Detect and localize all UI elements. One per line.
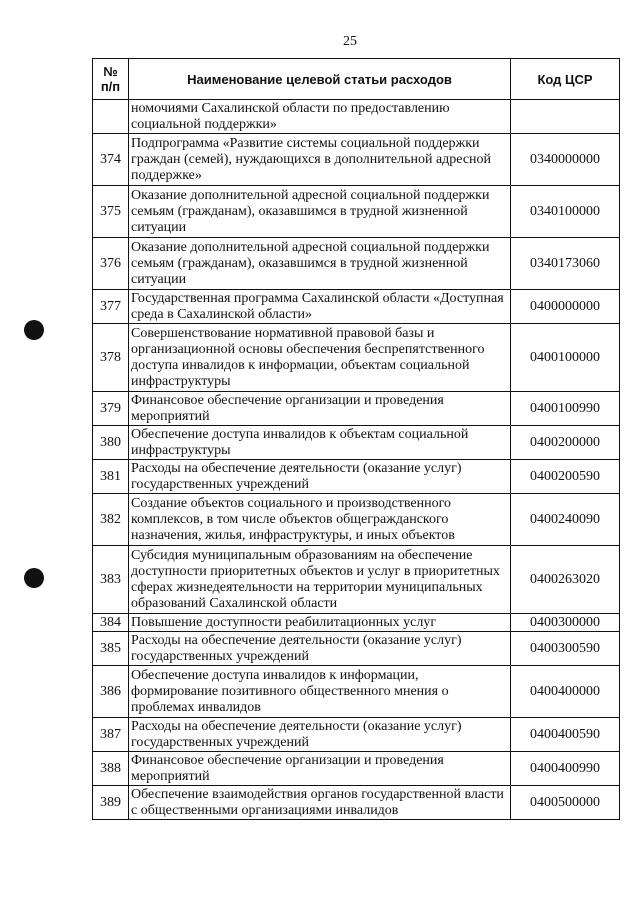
table-row	[93, 752, 620, 786]
row-number: 375	[93, 186, 129, 238]
row-code: 0340100000	[511, 186, 620, 238]
table-row	[93, 494, 620, 546]
row-number: 383	[93, 546, 129, 614]
row-name: Создание объектов социального и производственного комплексов, в том числе объектов общегражданского назначения, жилья, инфраструктуры, и иных объектов	[129, 494, 511, 546]
row-number: 377	[93, 290, 129, 324]
table-header-row	[93, 59, 620, 100]
row-name: Совершенствование нормативной правовой базы и организационной основы обеспечения беспрепятственного доступа инвалидов к информации, объектам социальной инфраструктуры	[129, 324, 511, 392]
row-name: Финансовое обеспечение организации и проведения мероприятий	[129, 752, 511, 786]
row-code: 0400500000	[511, 786, 620, 820]
header-code: Код ЦСР	[511, 59, 620, 100]
table-row	[93, 392, 620, 426]
row-name: Расходы на обеспечение деятельности (оказание услуг) государственных учреждений	[129, 632, 511, 666]
table-row	[93, 426, 620, 460]
row-number: 376	[93, 238, 129, 290]
table-row	[93, 134, 620, 186]
row-code: 0400300000	[511, 614, 620, 632]
row-name: Обеспечение доступа инвалидов к объектам социальной инфраструктуры	[129, 426, 511, 460]
row-code	[511, 100, 620, 134]
row-name: Расходы на обеспечение деятельности (оказание услуг) государственных учреждений	[129, 718, 511, 752]
row-number: 389	[93, 786, 129, 820]
row-code: 0400200590	[511, 460, 620, 494]
table-row	[93, 666, 620, 718]
row-code: 0400263020	[511, 546, 620, 614]
table-row	[93, 632, 620, 666]
table-row	[93, 238, 620, 290]
row-name: Финансовое обеспечение организации и проведения мероприятий	[129, 392, 511, 426]
table-row	[93, 100, 620, 134]
row-number: 388	[93, 752, 129, 786]
header-num: № п/п	[93, 59, 129, 100]
row-code: 0400300590	[511, 632, 620, 666]
table-row	[93, 614, 620, 632]
row-code: 0400400000	[511, 666, 620, 718]
row-number: 380	[93, 426, 129, 460]
row-code: 0400240090	[511, 494, 620, 546]
row-number: 385	[93, 632, 129, 666]
row-number: 379	[93, 392, 129, 426]
binder-hole	[24, 320, 44, 340]
table-row	[93, 460, 620, 494]
row-name: Оказание дополнительной адресной социальной поддержки семьям (гражданам), оказавшимся в трудной жизненной ситуации	[129, 238, 511, 290]
row-number: 381	[93, 460, 129, 494]
row-code: 0340000000	[511, 134, 620, 186]
table-row	[93, 186, 620, 238]
row-name: Государственная программа Сахалинской области «Доступная среда в Сахалинской области»	[129, 290, 511, 324]
row-code: 0400400590	[511, 718, 620, 752]
row-name: Подпрограмма «Развитие системы социальной поддержки граждан (семей), нуждающихся в дополнительной адресной поддержке»	[129, 134, 511, 186]
row-name: Оказание дополнительной адресной социальной поддержки семьям (гражданам), оказавшимся в трудной жизненной ситуации	[129, 186, 511, 238]
row-number: 387	[93, 718, 129, 752]
budget-table	[92, 58, 620, 820]
table-row	[93, 546, 620, 614]
table-body	[93, 100, 620, 820]
row-number: 378	[93, 324, 129, 392]
row-name: Субсидия муниципальным образованиям на обеспечение доступности приоритетных объектов и услуг в приоритетных сферах жизнедеятельности на территории муниципальных образований Сахалинской области	[129, 546, 511, 614]
row-number	[93, 100, 129, 134]
table-row	[93, 718, 620, 752]
page-number: 25	[343, 34, 357, 49]
row-name: Обеспечение взаимодействия органов государственной власти с общественными организациями инвалидов	[129, 786, 511, 820]
row-code: 0400400990	[511, 752, 620, 786]
row-number: 374	[93, 134, 129, 186]
table-row	[93, 786, 620, 820]
row-number: 384	[93, 614, 129, 632]
row-name: номочиями Сахалинской области по предоставлению социальной поддержки»	[129, 100, 511, 134]
binder-hole	[24, 568, 44, 588]
row-name: Обеспечение доступа инвалидов к информации, формирование позитивного общественного мнения о проблемах инвалидов	[129, 666, 511, 718]
table-row	[93, 324, 620, 392]
row-code: 0400100000	[511, 324, 620, 392]
row-code: 0400000000	[511, 290, 620, 324]
row-name: Повышение доступности реабилитационных услуг	[129, 614, 511, 632]
header-name: Наименование целевой статьи расходов	[129, 59, 511, 100]
row-number: 386	[93, 666, 129, 718]
table-row	[93, 290, 620, 324]
row-number: 382	[93, 494, 129, 546]
row-code: 0400100990	[511, 392, 620, 426]
row-name: Расходы на обеспечение деятельности (оказание услуг) государственных учреждений	[129, 460, 511, 494]
row-code: 0400200000	[511, 426, 620, 460]
row-code: 0340173060	[511, 238, 620, 290]
